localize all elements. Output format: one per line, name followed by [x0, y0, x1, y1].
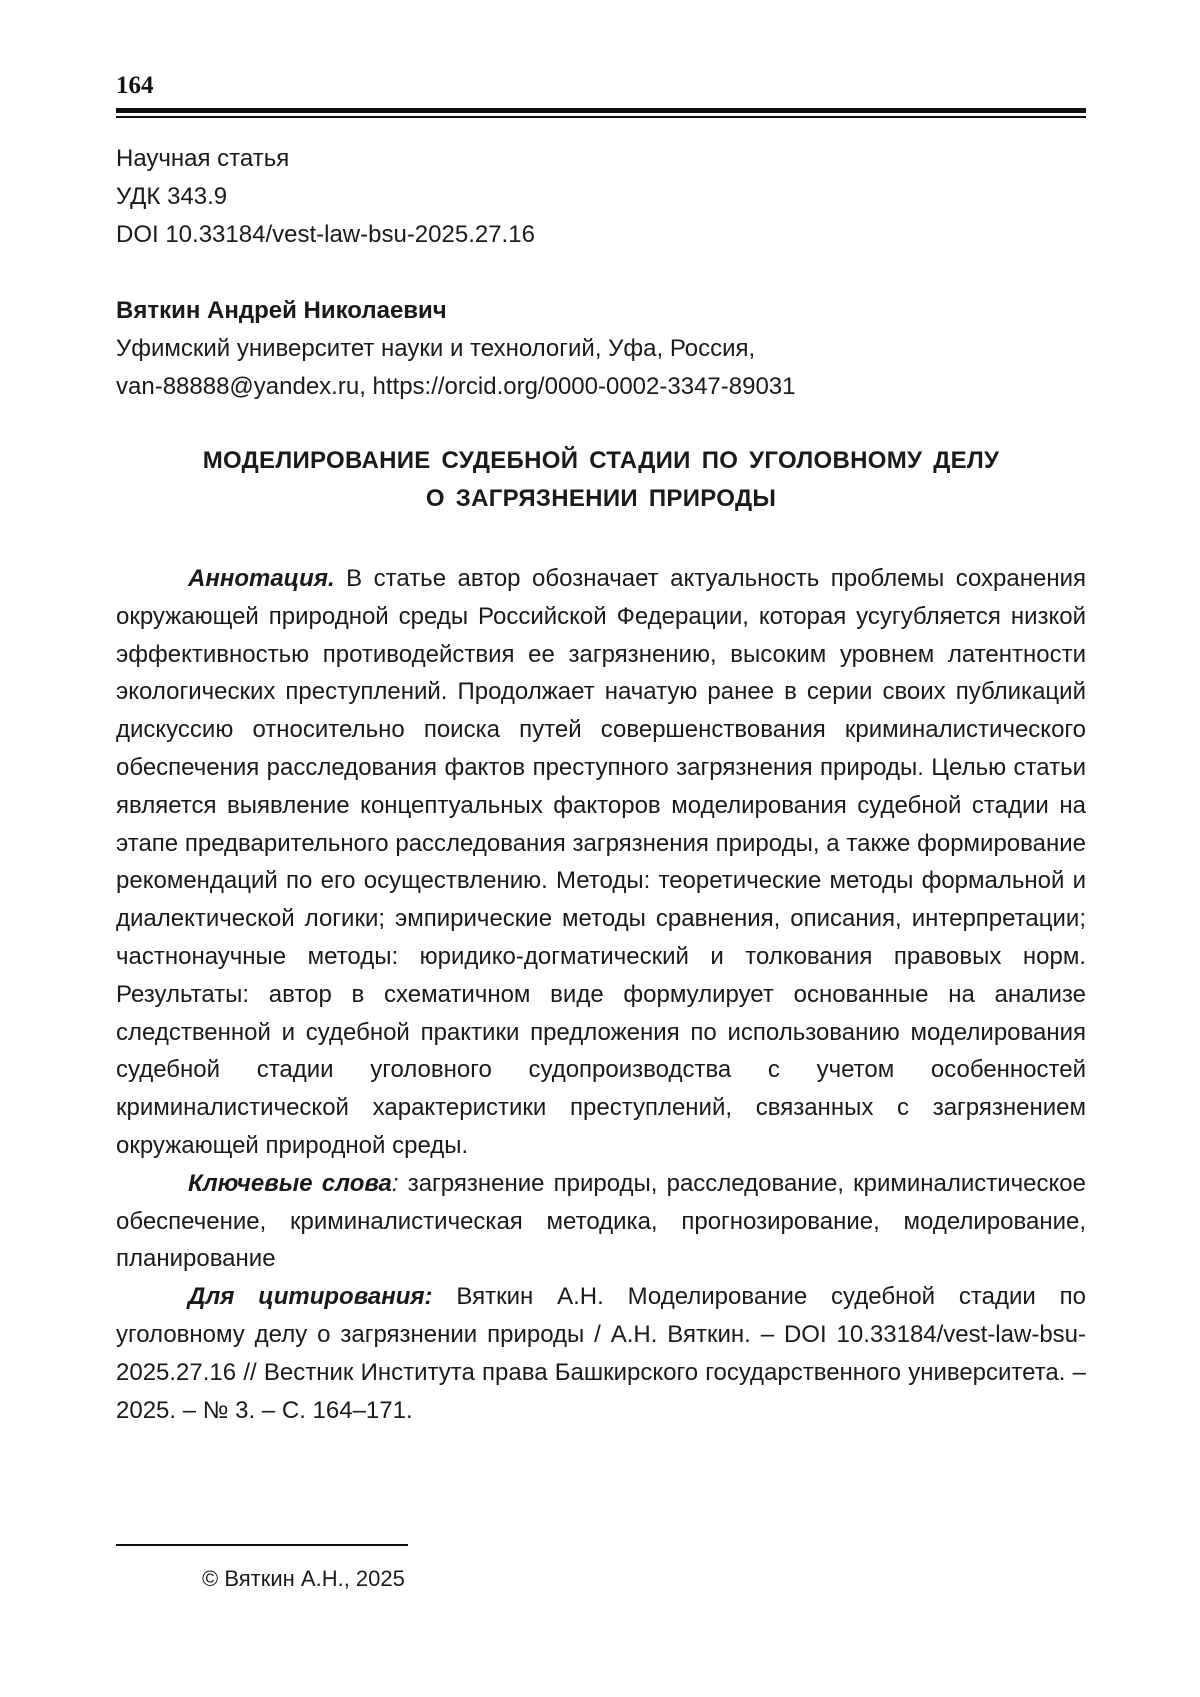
article-title: [116, 442, 1086, 518]
author-name: Вяткин Андрей Николаевич: [116, 297, 447, 324]
article-type: Научная статья: [116, 145, 290, 172]
citation-paragraph: [116, 1278, 1086, 1429]
keywords-paragraph: [116, 1165, 1086, 1278]
page-number: 164: [116, 72, 154, 99]
abstract-section: [116, 560, 1086, 1429]
title-line-2: О ЗАГРЯЗНЕНИИ ПРИРОДЫ: [425, 485, 777, 512]
author-contacts: van-88888@yandex.ru, https://orcid.org/0000-0002-3347-89031: [116, 373, 796, 400]
article-meta: [116, 140, 1086, 254]
keywords-colon: :: [391, 1169, 399, 1197]
abstract-label: Аннотация.: [188, 565, 335, 592]
udc-code: УДК 343.9: [116, 183, 228, 210]
doi: DOI 10.33184/vest-law-bsu-2025.27.16: [116, 221, 535, 248]
abstract-text: В статье автор обозначает актуальность проблемы сохранения окружающей природной среды Российской Федерации, которая усугубляется низкой эффективностью противодействия ее загрязнению, высоким уровнем латентности экологических преступлений. Продолжает начатую ранее в серии своих публикаций дискуссию относительно поиска путей совершенствования криминалистического обеспечения расследования фактов преступного загрязнения природы. Целью статьи является выявление концептуальных факторов моделирования судебной стадии на этапе предварительного расследования загрязнения природы, а также формирование рекомендаций по его осуществлению. Методы: теоретические методы формальной и диалектической логики; эмпирические методы сравнения, описания, интерпретации; частнонаучные методы: юридико-догматический и толкования правовых норм. Результаты: автор в схематичном виде формулирует основанные на анализе следственной и судебной практики предложения по использованию моделирования судебной стадии уголовного судопроизводства с учетом особенностей криминалистической характеристики преступлений, связанных с загрязнением окружающей природной среды.: [116, 565, 1086, 1159]
copyright: © Вяткин А.Н., 2025: [202, 1566, 405, 1591]
citation-text: Вяткин А.Н. Моделирование судебной стадии по уголовному делу о загрязнении природы / А.Н. Вяткин. – DOI 10.33184/vest-law-bsu-2025.27.16 // Вестник Института права Башкирского государственного университета. – 2025. – № 3. – С. 164–171.: [116, 1283, 1086, 1424]
keywords-label: Ключевые слова: [188, 1169, 392, 1197]
author-block: [116, 292, 1086, 406]
abstract-paragraph: [116, 560, 1086, 1165]
header-rule-thin: [116, 116, 1086, 118]
keywords-text: загрязнение природы, расследование, криминалистическое обеспечение, криминалистическая методика, прогнозирование, моделирование, планирование: [116, 1169, 1086, 1273]
citation-label: Для цитирования:: [188, 1283, 433, 1311]
footnote-rule: [116, 1544, 408, 1546]
header-rule-thick: [116, 108, 1086, 113]
title-line-1: МОДЕЛИРОВАНИЕ СУДЕБНОЙ СТАДИИ ПО УГОЛОВНОМУ ДЕЛУ: [202, 447, 1000, 474]
author-affiliation: Уфимский университет науки и технологий, Уфа, Россия,: [116, 335, 756, 362]
